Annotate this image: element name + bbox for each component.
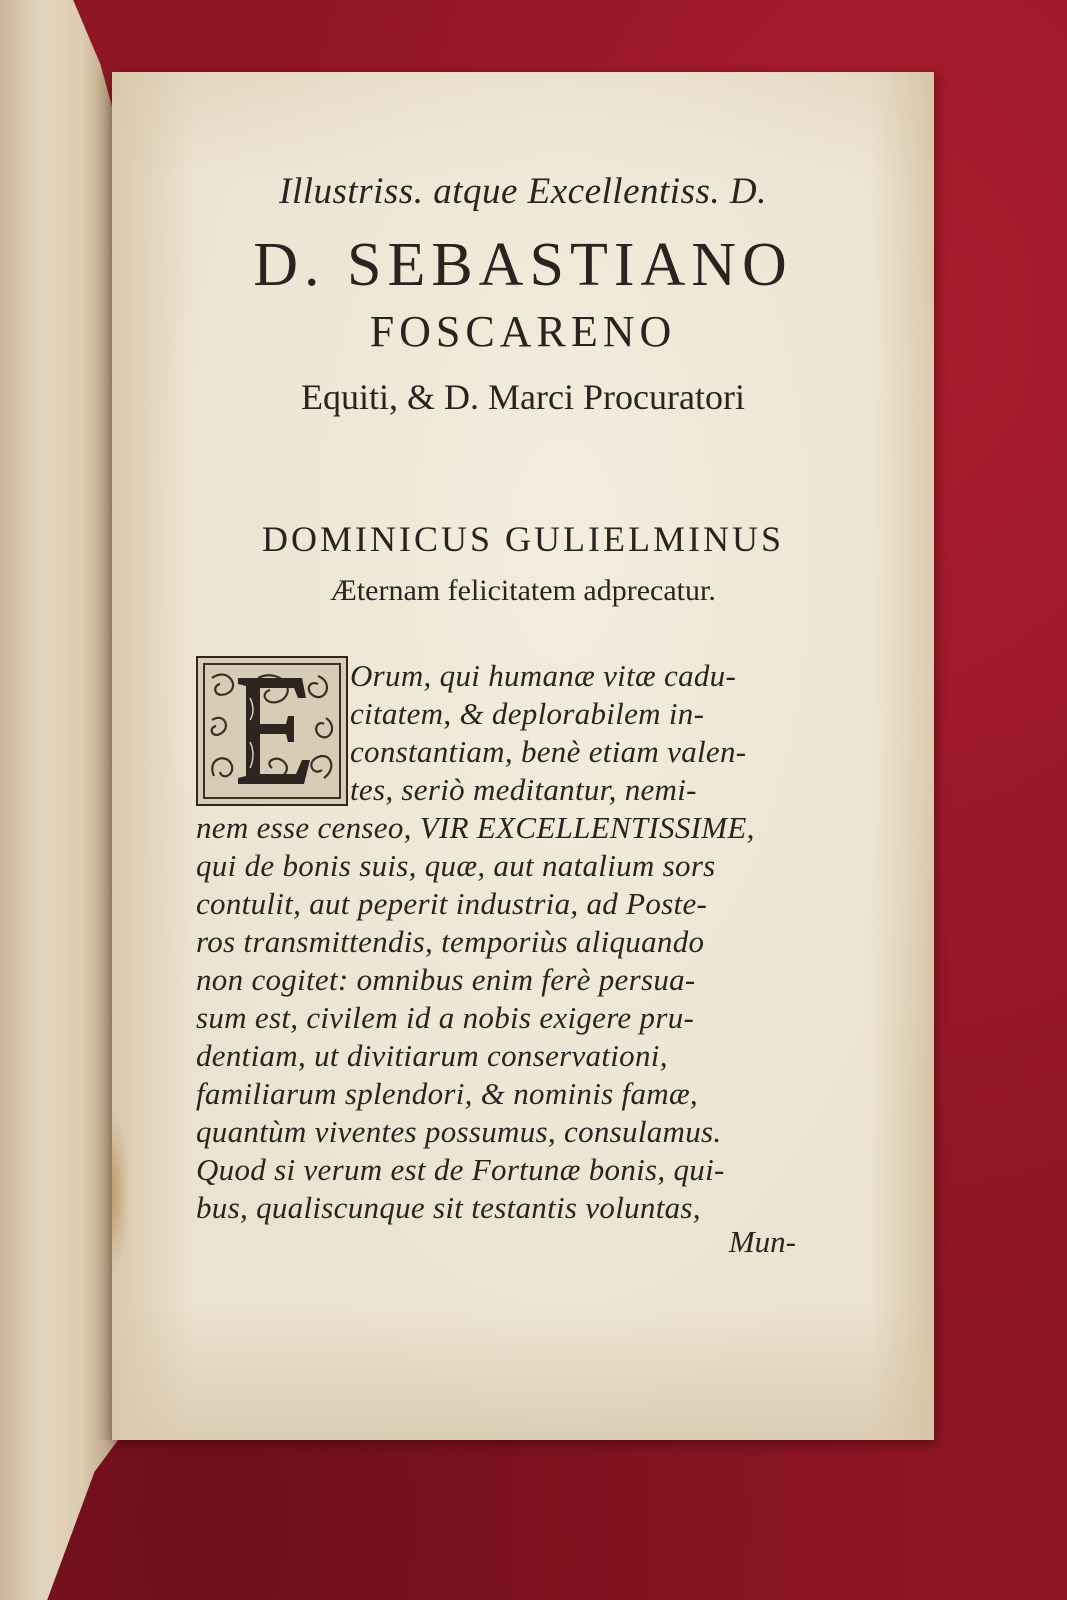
body-line: ros transmittendis, temporiùs aliquando [196,924,705,959]
body-line: Quod si verum est de Fortunæ bonis, qui- [196,1152,725,1187]
body-line: nem esse censeo, VIR EXCELLENTISSIME, [196,810,755,845]
body-line: sum est, civilem id a nobis exigere pru- [196,1000,695,1035]
body-line: bus, qualiscunque sit testantis voluntas, [196,1190,701,1225]
body-line: constantiam, benè etiam valen- [350,734,747,769]
dedicatee-titles: Equiti, & D. Marci Procuratori [301,377,745,417]
dedicatee-surname: FOSCARENO [369,307,677,356]
author-name: DOMINICUS GULIELMINUS [262,519,784,559]
body-line: Orum, qui humanæ vitæ cadu- [350,658,737,693]
body-line: citatem, & deplorabilem in- [350,696,705,731]
body-text [112,72,934,1440]
body-line: qui de bonis suis, quæ, aut natalium sors [196,848,716,883]
body-line: contulit, aut peperit industria, ad Poste- [196,886,708,921]
book-page [112,72,934,1440]
body-line: quantùm viventes possumus, consulamus. [196,1114,722,1149]
body-line: dentiam, ut divitiarum conservationi, [196,1038,668,1073]
body-line: familiarum splendori, & nominis famæ, [196,1076,698,1111]
catchword: Mun- [728,1224,796,1259]
dedication-line: Illustriss. atque Excellentiss. D. [279,171,767,212]
body-line: non cogitet: omnibus enim ferè persua- [196,962,696,997]
greeting-line: Æternam felicitatem adprecatur. [330,574,716,607]
dedicatee-name: D. SEBASTIANO [253,231,793,299]
body-line: tes, seriò meditantur, nemi- [350,772,697,807]
